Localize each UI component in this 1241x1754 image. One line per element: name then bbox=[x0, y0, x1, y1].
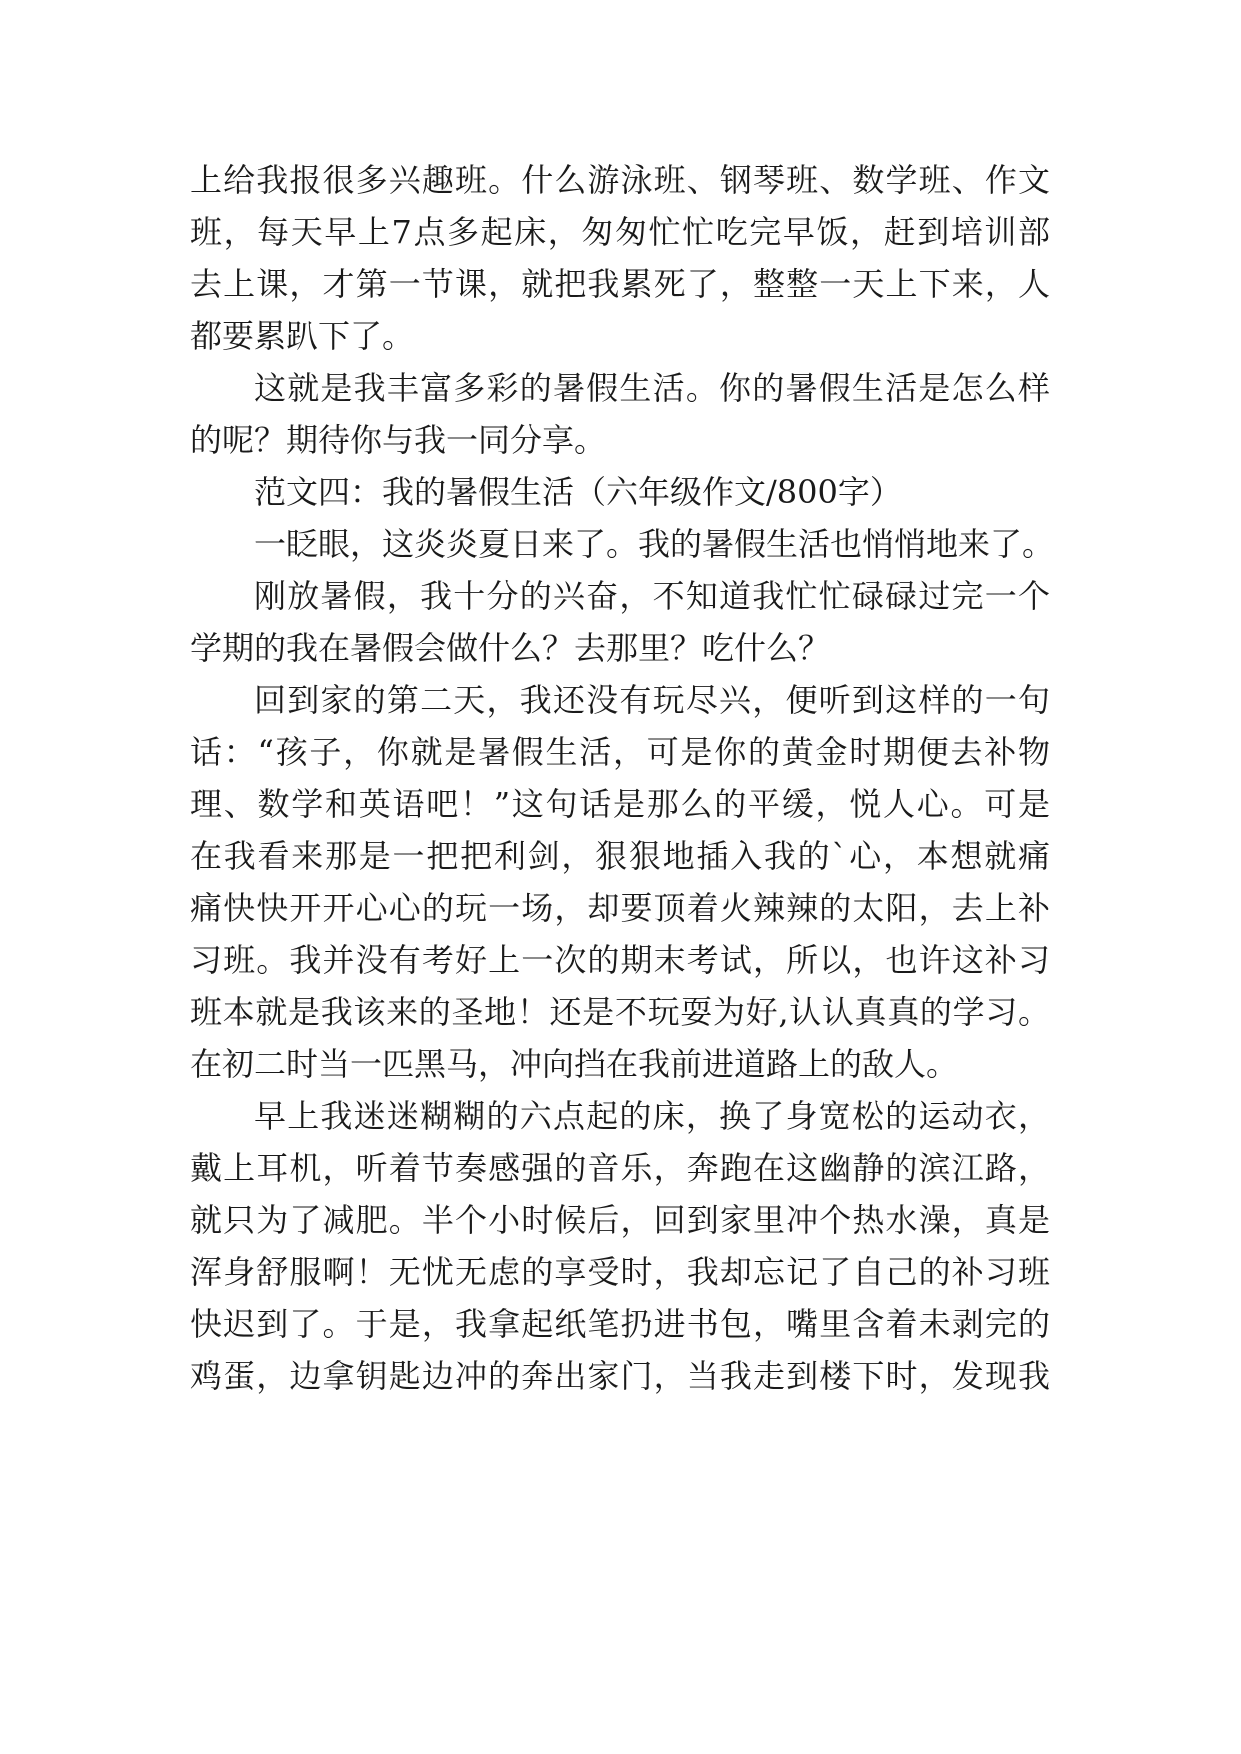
text-line: 学期的我在暑假会做什么？去那里？吃什么？ bbox=[190, 629, 831, 667]
section-heading: 范文四：我的暑假生活（六年级作文/800字） bbox=[254, 473, 902, 511]
text-line: 去上课，才第一节课，就把我累死了，整整一天上下来，人 bbox=[190, 265, 1050, 303]
paragraph-start-line: 刚放暑假，我十分的兴奋，不知道我忙忙碌碌过完一个 bbox=[254, 577, 1050, 615]
paragraph-start-line: 这就是我丰富多彩的暑假生活。你的暑假生活是怎么样 bbox=[254, 369, 1050, 407]
text-line: 习班。我并没有考好上一次的期末考试，所以，也许这补习 bbox=[190, 941, 1050, 979]
text-line: 的呢？期待你与我一同分享。 bbox=[190, 421, 607, 459]
text-line: 都要累趴下了。 bbox=[190, 317, 415, 355]
text-line: 浑身舒服啊！无忧无虑的享受时，我却忘记了自己的补习班 bbox=[190, 1253, 1050, 1291]
text-line: 班，每天早上7点多起床，匆匆忙忙吃完早饭，赶到培训部 bbox=[190, 213, 1050, 251]
text-line: 上给我报很多兴趣班。什么游泳班、钢琴班、数学班、作文 bbox=[190, 161, 1050, 199]
text-line: 在初二时当一匹黑马，冲向挡在我前进道路上的敌人。 bbox=[190, 1045, 959, 1083]
paragraph-start-line: 一眨眼，这炎炎夏日来了。我的暑假生活也悄悄地来了。 bbox=[254, 525, 1055, 563]
text-line: 快迟到了。于是，我拿起纸笔扔进书包，嘴里含着未剥完的 bbox=[190, 1305, 1050, 1343]
body-text bbox=[190, 154, 1055, 1402]
text-line: 在我看来那是一把把利剑，狠狠地插入我的`心，本想就痛 bbox=[190, 837, 1050, 875]
paragraph-start-line: 回到家的第二天，我还没有玩尽兴，便听到这样的一句 bbox=[254, 681, 1050, 719]
text-line: 痛快快开开心心的玩一场，却要顶着火辣辣的太阳，去上补 bbox=[190, 889, 1050, 927]
paragraph-start-line: 早上我迷迷糊糊的六点起的床，换了身宽松的运动衣， bbox=[254, 1097, 1050, 1135]
text-line: 话：“孩子，你就是暑假生活，可是你的黄金时期便去补物 bbox=[190, 733, 1050, 771]
text-line: 戴上耳机，听着节奏感强的音乐，奔跑在这幽静的滨江路， bbox=[190, 1149, 1050, 1187]
text-line: 班本就是我该来的圣地！还是不玩耍为好,认认真真的学习。 bbox=[190, 993, 1050, 1031]
text-line: 就只为了减肥。半个小时候后，回到家里冲个热水澡，真是 bbox=[190, 1201, 1050, 1239]
text-line: 鸡蛋，边拿钥匙边冲的奔出家门，当我走到楼下时，发现我 bbox=[190, 1357, 1050, 1395]
text-line: 理、数学和英语吧！”这句话是那么的平缓，悦人心。可是 bbox=[190, 785, 1050, 823]
